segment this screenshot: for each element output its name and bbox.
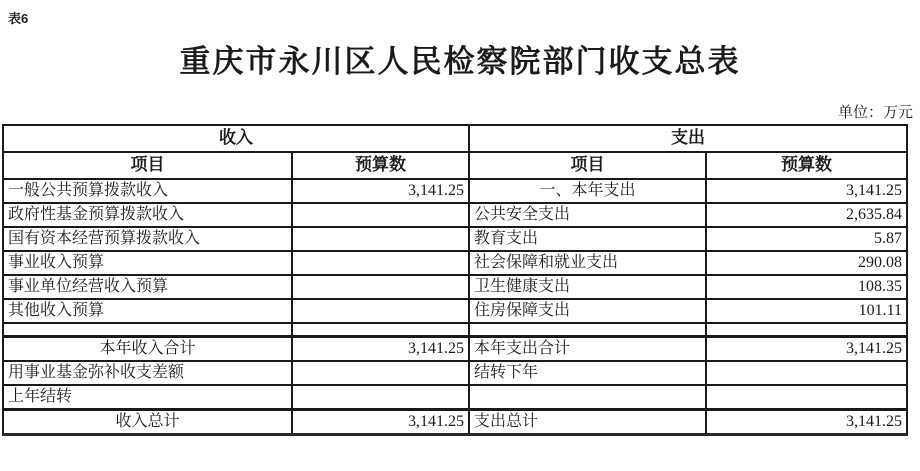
table-row bbox=[3, 251, 907, 275]
income-budget-column-header: 预算数 bbox=[292, 152, 469, 179]
income-item-cell: 收入总计 bbox=[3, 410, 292, 435]
expense-item-cell: 社会保障和就业支出 bbox=[469, 251, 706, 275]
income-budget-cell bbox=[292, 251, 469, 275]
income-budget-cell bbox=[292, 323, 469, 337]
section-header-row bbox=[3, 125, 907, 152]
expense-item-cell: 住房保障支出 bbox=[469, 299, 706, 323]
expense-item-cell: 一、本年支出 bbox=[469, 179, 706, 203]
income-section-header: 收入 bbox=[3, 125, 469, 152]
table-row bbox=[3, 227, 907, 251]
table-row bbox=[3, 361, 907, 385]
expense-item-cell: 教育支出 bbox=[469, 227, 706, 251]
expense-item-column-header: 项目 bbox=[469, 152, 706, 179]
expense-section-header: 支出 bbox=[469, 125, 907, 152]
budget-summary-table bbox=[2, 124, 908, 436]
expense-item-cell bbox=[469, 385, 706, 410]
expense-item-cell bbox=[469, 323, 706, 337]
table-row bbox=[3, 299, 907, 323]
expense-budget-cell: 3,141.25 bbox=[706, 179, 907, 203]
sheet-label: 表6 bbox=[8, 11, 29, 26]
income-budget-cell bbox=[292, 203, 469, 227]
income-item-cell: 其他收入预算 bbox=[3, 299, 292, 323]
expense-item-cell: 结转下年 bbox=[469, 361, 706, 385]
income-item-cell bbox=[3, 323, 292, 337]
expense-item-cell: 公共安全支出 bbox=[469, 203, 706, 227]
income-item-cell: 一般公共预算拨款收入 bbox=[3, 179, 292, 203]
income-budget-cell bbox=[292, 385, 469, 410]
income-item-column-header: 项目 bbox=[3, 152, 292, 179]
column-header-row bbox=[3, 152, 907, 179]
table-row bbox=[3, 179, 907, 203]
income-budget-cell: 3,141.25 bbox=[292, 337, 469, 362]
income-item-cell: 本年收入合计 bbox=[3, 337, 292, 362]
table-row-grand-total bbox=[3, 410, 907, 435]
expense-item-cell: 本年支出合计 bbox=[469, 337, 706, 362]
income-budget-cell bbox=[292, 227, 469, 251]
expense-budget-cell: 2,635.84 bbox=[706, 203, 907, 227]
table-row-spacer bbox=[3, 323, 907, 337]
expense-budget-cell: 108.35 bbox=[706, 275, 907, 299]
table-row-subtotal bbox=[3, 337, 907, 362]
table-row bbox=[3, 385, 907, 410]
expense-budget-cell: 5.87 bbox=[706, 227, 907, 251]
unit-note: 单位：万元 bbox=[837, 105, 913, 121]
expense-budget-cell bbox=[706, 385, 907, 410]
income-item-cell: 用事业基金弥补收支差额 bbox=[3, 361, 292, 385]
income-budget-cell bbox=[292, 361, 469, 385]
expense-budget-cell bbox=[706, 361, 907, 385]
expense-item-cell: 支出总计 bbox=[469, 410, 706, 435]
income-budget-cell: 3,141.25 bbox=[292, 179, 469, 203]
income-item-cell: 政府性基金预算拨款收入 bbox=[3, 203, 292, 227]
table-row bbox=[3, 203, 907, 227]
income-item-cell: 上年结转 bbox=[3, 385, 292, 410]
income-item-cell: 事业收入预算 bbox=[3, 251, 292, 275]
expense-budget-cell: 3,141.25 bbox=[706, 337, 907, 362]
expense-budget-cell: 101.11 bbox=[706, 299, 907, 323]
table-row bbox=[3, 275, 907, 299]
expense-budget-cell: 290.08 bbox=[706, 251, 907, 275]
income-item-cell: 事业单位经营收入预算 bbox=[3, 275, 292, 299]
income-budget-cell: 3,141.25 bbox=[292, 410, 469, 435]
expense-budget-column-header: 预算数 bbox=[706, 152, 907, 179]
expense-budget-cell bbox=[706, 323, 907, 337]
expense-item-cell: 卫生健康支出 bbox=[469, 275, 706, 299]
page-title: 重庆市永川区人民检察院部门收支总表 bbox=[179, 44, 741, 79]
income-item-cell: 国有资本经营预算拨款收入 bbox=[3, 227, 292, 251]
expense-budget-cell: 3,141.25 bbox=[706, 410, 907, 435]
income-budget-cell bbox=[292, 299, 469, 323]
income-budget-cell bbox=[292, 275, 469, 299]
